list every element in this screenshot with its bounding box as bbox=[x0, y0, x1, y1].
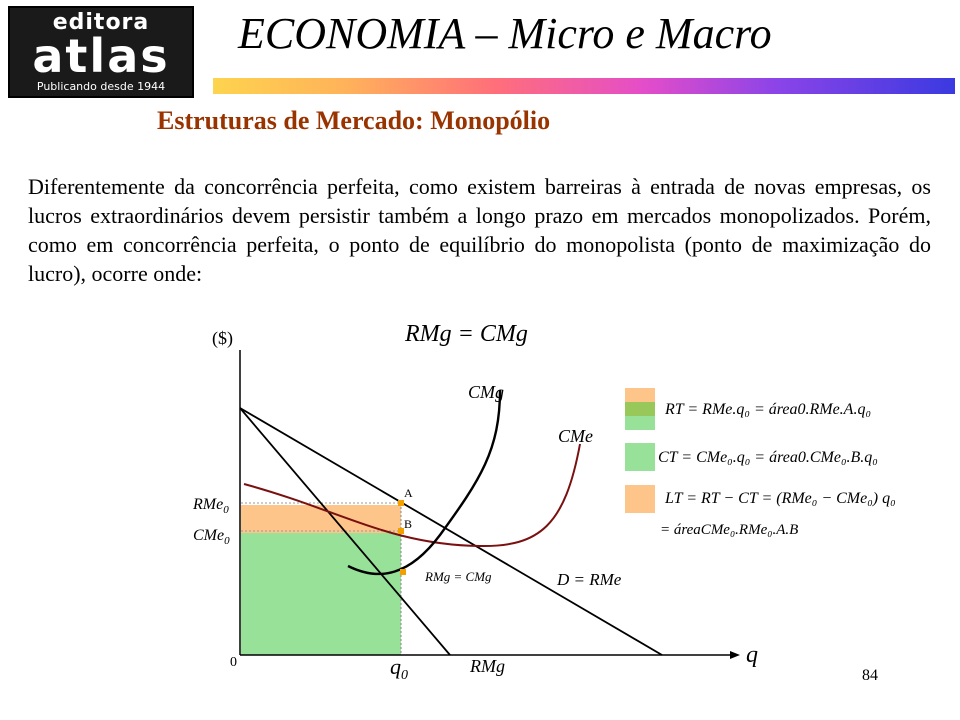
cmg-label: CMg bbox=[468, 382, 504, 402]
cme0-label: CMe$_0$ bbox=[193, 527, 230, 547]
y-axis-label: ($) bbox=[212, 328, 233, 348]
legend-rt-swatch-mix bbox=[625, 402, 655, 416]
legend-ct-text: CT = CMe₀.q₀ = área0.CMe₀.B.q₀ bbox=[658, 449, 878, 466]
cme-label: CMe bbox=[558, 426, 593, 446]
q0-label: $q_0$ bbox=[390, 654, 408, 683]
legend-rt-text: RT = RMe.q₀ = área0.RMe.A.q₀ bbox=[665, 401, 872, 418]
body-paragraph: Diferentemente da concorrência perfeita, como existem barreiras à entrada de novas empresas, os lucros extraordinários devem persistir também a longo prazo em mercados monopolizados. Porém, como em concorrência perfeita, o ponto de equilíbrio do monopolista (ponto de maximização do lucro), ocorre onde: bbox=[28, 174, 931, 286]
legend-lt-text-2: = áreaCMe₀.RMe₀.A.B bbox=[660, 522, 799, 538]
slide-subtitle: Estruturas de Mercado: Monopólio bbox=[157, 106, 551, 135]
page-number: 84 bbox=[862, 667, 878, 684]
legend-ct-swatch bbox=[625, 443, 655, 471]
condition-label: RMg = CMg bbox=[405, 321, 528, 347]
logo-text-top: editora bbox=[52, 10, 150, 35]
x-axis-arrow bbox=[730, 651, 740, 659]
cost-area bbox=[241, 533, 401, 655]
logo-text-main: atlas bbox=[32, 29, 170, 83]
point-b-label: B bbox=[404, 517, 413, 531]
slide-header-title: ECONOMIA – Micro e Macro bbox=[238, 9, 772, 58]
x-axis-label: q bbox=[746, 642, 758, 668]
equilibrium-marker bbox=[400, 569, 406, 575]
point-a-marker bbox=[398, 500, 404, 506]
rmg-label: RMg bbox=[470, 656, 505, 676]
legend-rt-swatch-cost bbox=[625, 416, 655, 430]
demand-label: D = RMe bbox=[557, 570, 622, 589]
legend-lt-text: LT = RT − CT = (RMe₀ − CMe₀) q₀ bbox=[665, 490, 896, 507]
point-a-label: A bbox=[404, 486, 413, 500]
rme0-label: RMe$_0$ bbox=[193, 496, 229, 516]
legend-lt-swatch bbox=[625, 485, 655, 513]
legend-rt-swatch-profit bbox=[625, 388, 655, 402]
equilibrium-label: RMg = CMg bbox=[425, 569, 492, 584]
logo-tagline: Publicando desde 1944 bbox=[36, 80, 166, 93]
origin-label: 0 bbox=[230, 655, 237, 670]
